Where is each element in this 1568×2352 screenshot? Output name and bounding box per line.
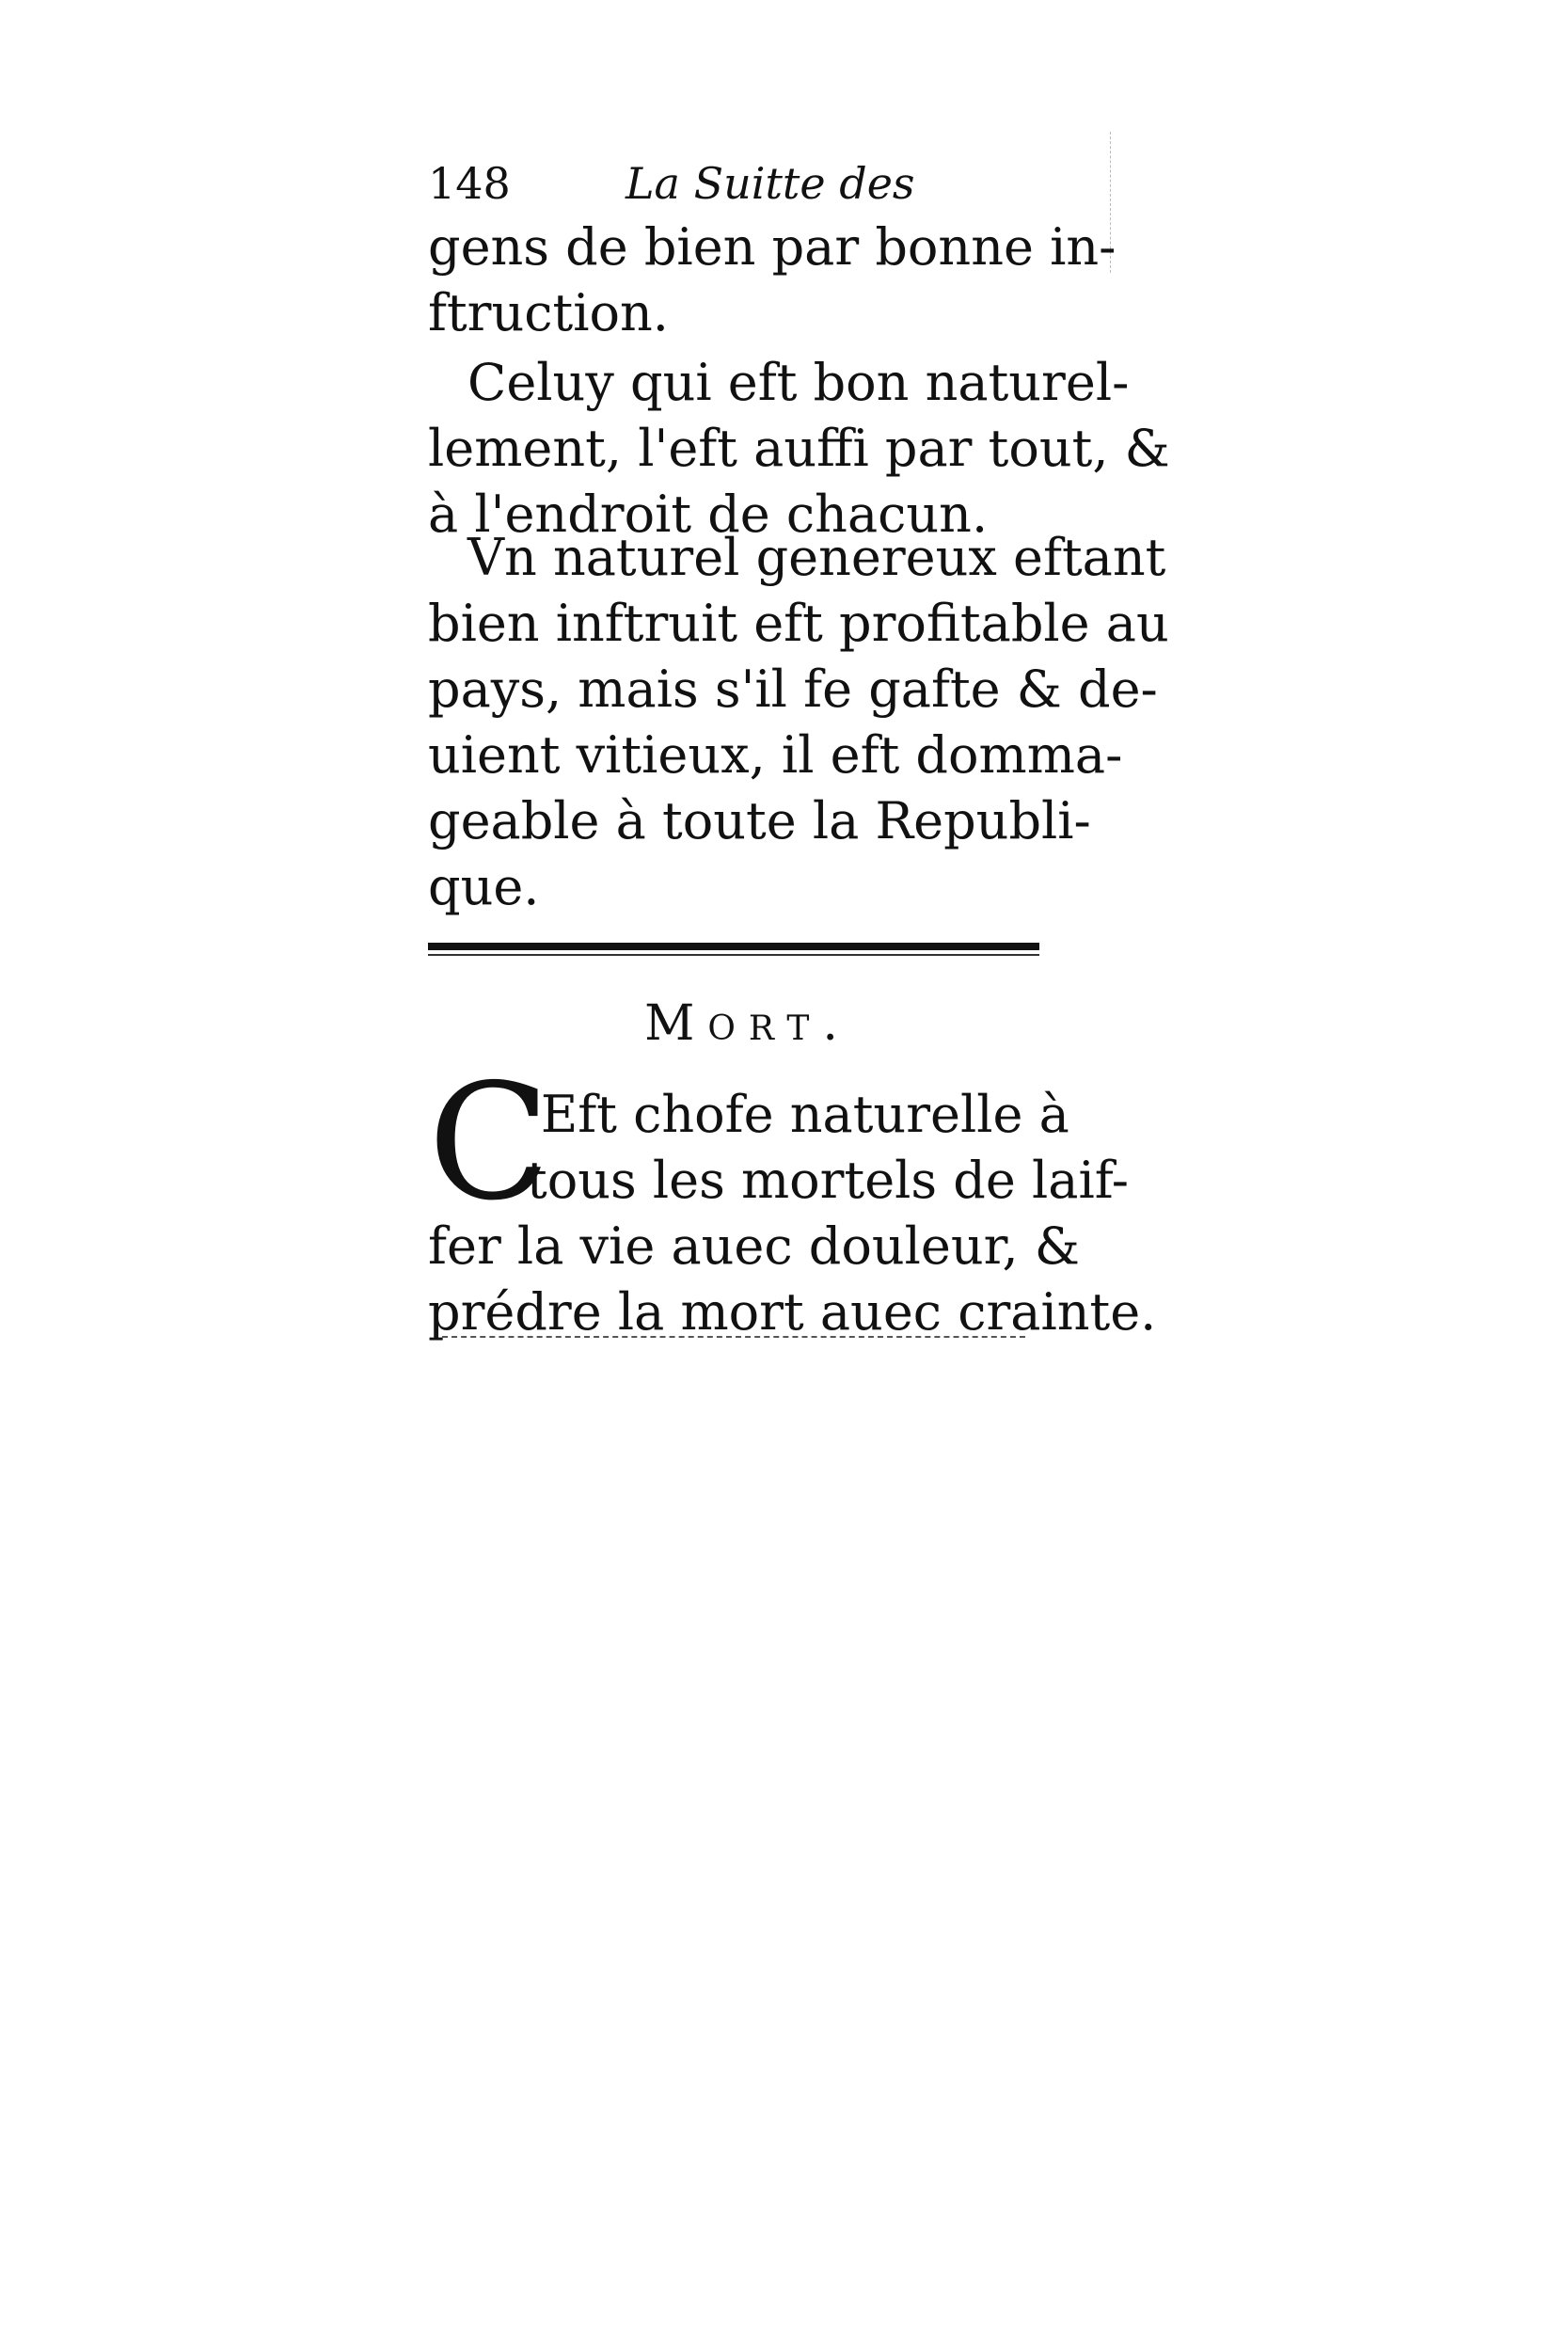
paragraph-3 <box>428 525 1169 920</box>
running-head <box>428 151 955 216</box>
text-line: Celuy qui eft bon naturel- <box>467 353 1130 412</box>
section-divider-thin <box>428 954 1039 956</box>
text-line: 'Eft chofe naturelle à <box>527 1085 1069 1144</box>
running-title: La Suitte des <box>626 158 915 209</box>
text-line: ftruction. <box>428 283 669 342</box>
text-line: bien inftruit eft profitable au <box>428 594 1169 653</box>
page-number: 148 <box>428 158 511 209</box>
drop-cap: C <box>428 1050 551 1236</box>
text-line: lement, l'eft auffi par tout, & <box>428 419 1170 478</box>
text-line: geable à toute la Republi- <box>428 791 1091 850</box>
text-line: à l'endroit de chacun. <box>428 485 989 544</box>
text-line: Vn naturel genereux eftant <box>467 528 1166 587</box>
section-paragraph <box>428 1050 1157 1345</box>
text-line: uient vitieux, il eft domma- <box>428 725 1123 785</box>
section-divider <box>428 943 1039 950</box>
paragraph-1 <box>428 215 1117 346</box>
section-heading: Mort. <box>644 995 851 1052</box>
text-line: pays, mais s'il fe gafte & de- <box>428 660 1158 719</box>
page-bottom-rule <box>442 1336 1025 1338</box>
text-line: prédre la mort auec crainte. <box>428 1282 1157 1342</box>
paragraph-2 <box>428 350 1170 548</box>
text-line: fer la vie auec douleur, & <box>428 1216 1080 1276</box>
text-line: que. <box>428 857 540 916</box>
text-line: gens de bien par bonne in- <box>428 217 1117 277</box>
text-line: tous les mortels de laif- <box>527 1151 1130 1210</box>
